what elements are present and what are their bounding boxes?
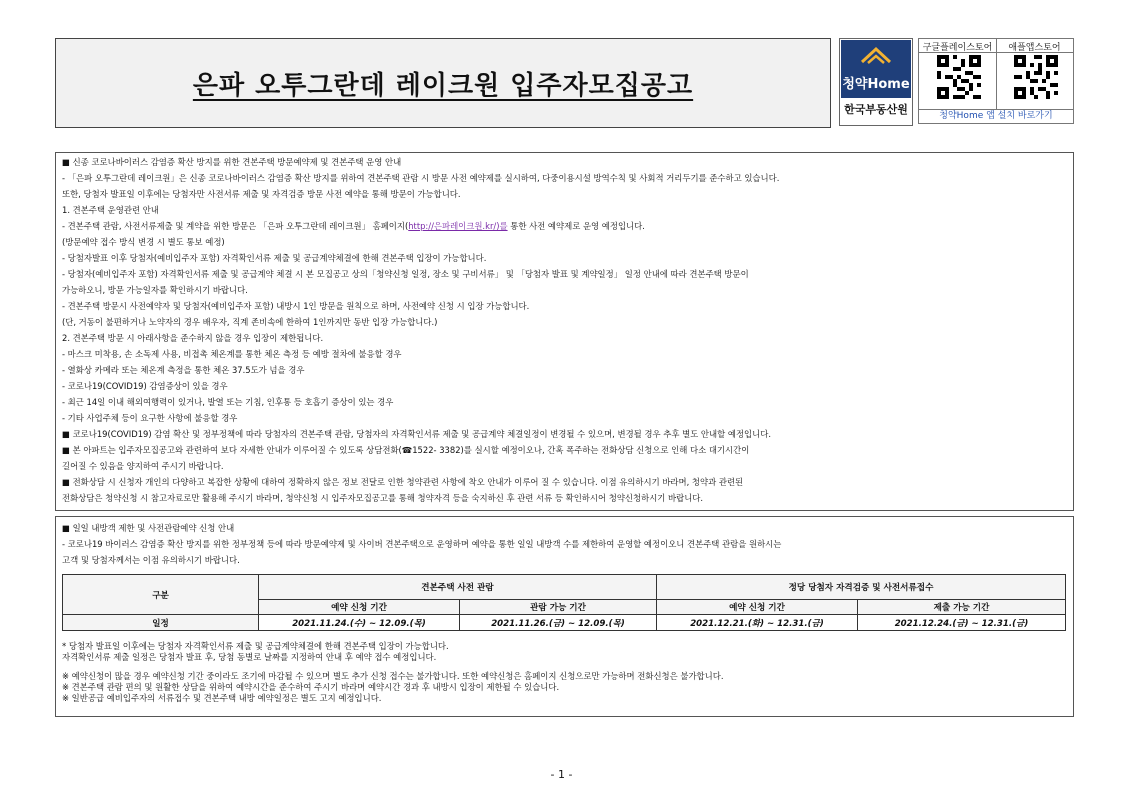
app-install-link[interactable]: 청약Home 앱 설치 바로가기: [919, 109, 1073, 123]
logo-org: 한국부동산원: [844, 103, 908, 116]
notice-line: (방문예약 접수 방식 변경 시 별도 통보 예정): [62, 237, 225, 247]
notice-line: 전화상담은 청약신청 시 참고자료로만 활용해 주시기 바라며, 청약신청 시 입주자모집공고를 통해 청약자격 등을 숙지하신 후 관련 서류 등 확인하시어 청약신청하시기 바랍니다.: [62, 493, 704, 503]
google-play-qr-icon[interactable]: [937, 55, 981, 99]
visit-note-line: 자격확인서류 제출 일정은 당첨자 발표 후, 당첨 동별로 날짜를 지정하여 안내 후 예약 접수 예정입니다.: [62, 652, 437, 662]
sub-header-reservation-period: 예약 신청 기간: [259, 600, 460, 615]
notice-line: - 마스크 미착용, 손 소독제 사용, 비접촉 체온계를 통한 체온 측정 등 예방 절차에 불응할 경우: [62, 349, 402, 359]
google-play-qr-panel[interactable]: [919, 39, 997, 109]
submission-dates: 2021.12.24.(금) ~ 12.31.(금): [858, 615, 1066, 631]
logo-name: 청약Home: [842, 77, 910, 92]
notice-line-text: - 견본주택 관람, 사전서류제출 및 계약을 위한 방문은 「은파 오투그란데 레이크원」 홈페이지(: [62, 221, 409, 231]
verification-reservation-dates: 2021.12.21.(화) ~ 12.31.(금): [657, 615, 858, 631]
category-header: 구분: [63, 575, 259, 615]
notice-line-suffix: 통한 사전 예약제로 운영 예정입니다.: [507, 221, 645, 231]
title-box: [55, 38, 831, 128]
google-play-label: 구글플레이스토어: [919, 40, 996, 53]
notice-line: - 「은파 오투그란데 레이크원」은 신종 코로나바이러스 감염증 확산 방지를 위하여 견본주택 관람 시 방문 사전 예약제를 실시하여, 다중이용시설 방역수칙 및 사회적 거리두기를 준수하고 있습니다.: [62, 173, 780, 183]
notice-line: - 당첨자발표 이후 당첨자(예비입주자 포함) 자격확인서류 제출 및 공급계약체결에 한해 견본주택 입장이 가능합니다.: [62, 253, 487, 263]
notice-line: - 견본주택 방문시 사전예약자 및 당첨자(예비입주자 포함) 내방시 1인 방문을 원칙으로 하며, 사전예약 신청 시 입장 가능합니다.: [62, 301, 530, 311]
notice-line: (단, 거동이 불편하거나 노약자의 경우 배우자, 직계 존비속에 한하여 1인까지만 동반 입장 가능합니다.): [62, 317, 438, 327]
app-store-qr-panel[interactable]: [996, 39, 1073, 109]
app-store-qr-icon[interactable]: [1014, 55, 1058, 99]
sub-header-viewing-period: 관람 가능 기간: [460, 600, 657, 615]
house-roof-icon: [860, 46, 892, 68]
preview-reservation-dates: 2021.11.24.(수) ~ 12.09.(목): [259, 615, 460, 631]
schedule-table: [62, 574, 1066, 631]
app-store-label: 애플앱스토어: [996, 40, 1073, 53]
sub-header-submission-period: 제출 가능 기간: [858, 600, 1066, 615]
preview-viewing-dates: 2021.11.26.(금) ~ 12.09.(목): [460, 615, 657, 631]
notice-line: - 열화상 카메라 또는 체온계 측정을 통한 체온 37.5도가 넘을 경우: [62, 365, 305, 375]
group-header-verification: 정당 당첨자 자격검증 및 사전서류접수: [657, 575, 1066, 600]
visit-note-line: ※ 견본주택 관람 편의 및 원활한 상담을 위하여 예약시간을 준수하여 주시기 바라며 예약시간 경과 후 내방시 입장이 제한될 수 있습니다.: [62, 682, 560, 692]
page-number: - 1 -: [550, 768, 573, 781]
notice-line: 길어질 수 있음을 양지하여 주시기 바랍니다.: [62, 461, 224, 471]
notice-line: ■ 전화상담 시 신청자 개인의 다양하고 복잡한 상황에 대하여 정확하지 않은 정보 전달로 인한 청약관련 사항에 착오 안내가 이루어 질 수 있습니다. 이점 유의하시기 바라며, 청약과 관련된: [62, 477, 744, 487]
logo-background: [841, 40, 911, 98]
homepage-link[interactable]: http://은파레이크원.kr/)를: [408, 221, 508, 231]
notice-line: ■ 신종 코로나바이러스 감염증 확산 방지를 위한 견본주택 방문예약제 및 견본주택 운영 안내: [62, 157, 402, 167]
visit-intro-line: ■ 일일 내방객 제한 및 사전관람예약 신청 안내: [62, 523, 235, 533]
row-label-schedule: 일정: [63, 615, 259, 631]
notice-line: - 코로나19(COVID19) 감염증상이 있을 경우: [62, 381, 228, 391]
notice-line: - 최근 14일 이내 해외여행력이 있거나, 발열 또는 기침, 인후통 등 호흡기 증상이 있는 경우: [62, 397, 394, 407]
visit-intro-line: 고객 및 당첨자께서는 이점 유의하시기 바랍니다.: [62, 555, 240, 565]
notice-line: - 당첨자(예비입주자 포함) 자격확인서류 제출 및 공급계약 체결 시 본 모집공고 상의「청약신청 일정, 장소 및 구비서류」 및 「당첨자 발표 및 계약일정」 일정 안내에 따라 견본주택 방문이: [62, 269, 749, 279]
notice-line-homepage: [62, 221, 645, 232]
page-title: 은파 오투그란데 레이크원 입주자모집공고: [192, 71, 694, 101]
notice-line: ■ 코로나19(COVID19) 감염 확산 및 정부정책에 따라 당첨자의 견본주택 관람, 당첨자의 자격확인서류 제출 및 공급계약 체결일정이 변경될 수 있으며, 변경될 경우 추후 별도 안내할 예정입니다.: [62, 429, 771, 439]
visit-note-line: ※ 예약신청이 많을 경우 예약신청 기간 중이라도 조기에 마감될 수 있으며 별도 추가 신청 접수는 불가합니다. 또한 예약신청은 홈페이지 신청으로만 가능하며 전화신청은 불가합니다.: [62, 671, 724, 681]
visit-intro-line: - 코로나19 바이러스 감염증 확산 방지를 위한 정부정책 등에 따라 방문예약제 및 사이버 견본주택으로 운영하며 예약을 통한 일일 내방객 수를 제한하여 운영할 예정이오니 견본주택 관람을 원하시는: [62, 539, 782, 549]
visit-schedule-section: [55, 516, 1074, 717]
notice-line: 1. 견본주택 운영관련 안내: [62, 205, 159, 215]
visit-note-line: ※ 일반공급 예비입주자의 서류접수 및 견본주택 내방 예약일정은 별도 고지 예정입니다.: [62, 693, 382, 703]
notice-line: 가능하오니, 방문 가능일자를 확인하시기 바랍니다.: [62, 285, 248, 295]
cheongyak-home-logo[interactable]: [839, 38, 913, 126]
notice-line: - 기타 사업주체 등이 요구한 사항에 불응할 경우: [62, 413, 238, 423]
visit-note-line: * 당첨자 발표일 이후에는 당첨자 자격확인서류 제출 및 공급계약체결에 한해 견본주택 입장이 가능합니다.: [62, 641, 449, 651]
covid-notice-section: [55, 152, 1074, 511]
notice-line: ■ 본 아파트는 입주자모집공고와 관련하여 보다 자세한 안내가 이루어질 수 있도록 상담전화(☎1522- 3382)를 실시할 예정이오나, 간혹 폭주하는 전화상담 신청으로 인해 다소 대기시간이: [62, 445, 750, 455]
app-download-box: [918, 38, 1074, 124]
sub-header-reservation-period-2: 예약 신청 기간: [657, 600, 858, 615]
notice-line: 또한, 당첨자 발표일 이후에는 당첨자만 사전서류 제출 및 자격검증 방문 사전 예약을 통해 방문이 가능합니다.: [62, 189, 461, 199]
group-header-preview: 견본주택 사전 관람: [259, 575, 657, 600]
notice-line: 2. 견본주택 방문 시 아래사항을 준수하지 않을 경우 입장이 제한됩니다.: [62, 333, 324, 343]
